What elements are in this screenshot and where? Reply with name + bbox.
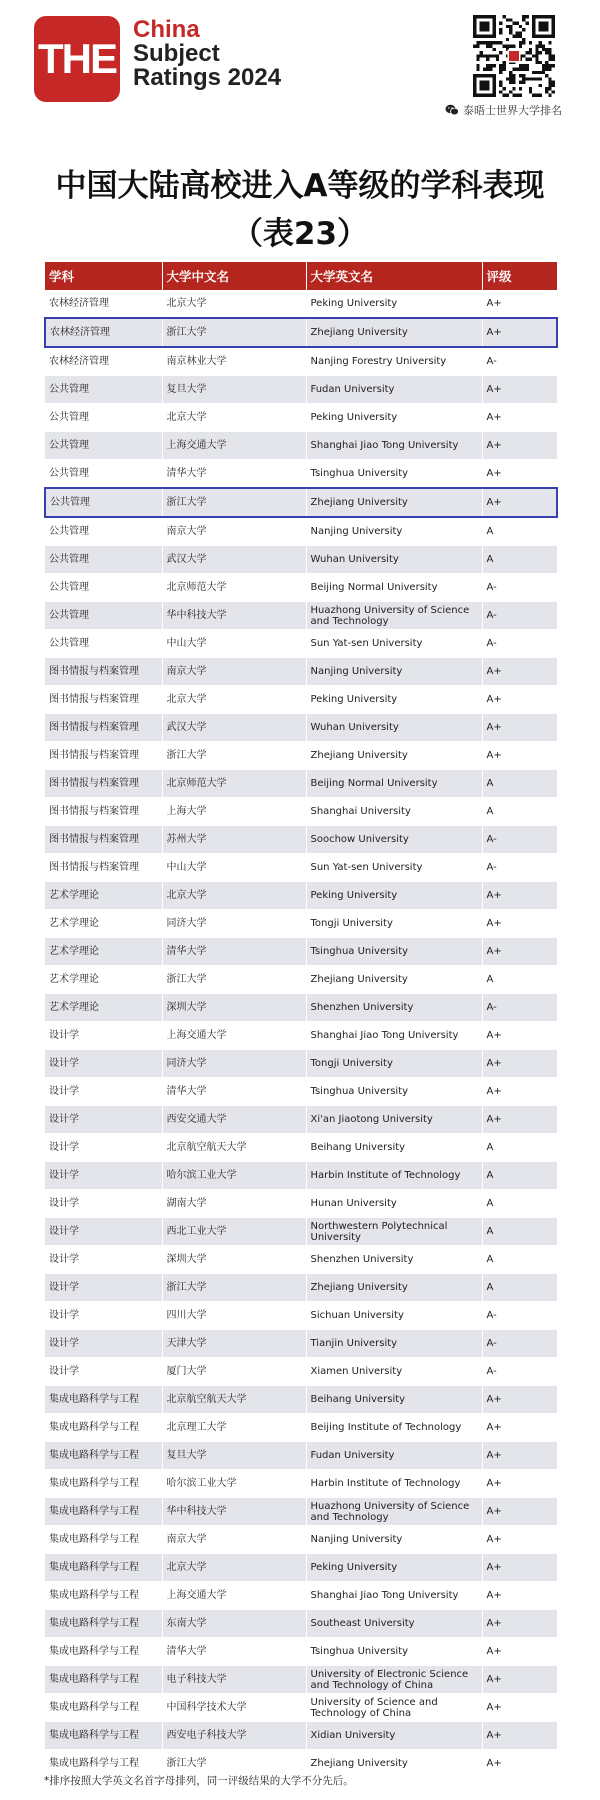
qr-caption (445, 102, 562, 118)
ratings-table (44, 262, 558, 1778)
subject-cell: 设计学 (45, 1050, 162, 1078)
table-row (45, 290, 557, 318)
en-name-cell: University of Electronic Science and Technology of China (306, 1666, 482, 1694)
grade-cell: A- (482, 1358, 557, 1386)
cn-name-cell: 浙江大学 (162, 742, 306, 770)
subject-cell: 艺术学理论 (45, 966, 162, 994)
en-name-cell: Huazhong University of Science and Technology (306, 602, 482, 630)
en-name-cell: Tongji University (306, 1050, 482, 1078)
table-row (45, 1050, 557, 1078)
cn-name-cell: 上海交通大学 (162, 1022, 306, 1050)
en-name-cell: Wuhan University (306, 714, 482, 742)
cn-name-cell: 同济大学 (162, 910, 306, 938)
table-row (45, 546, 557, 574)
en-name-cell: Beijing Normal University (306, 770, 482, 798)
table-row (45, 882, 557, 910)
en-name-cell: Tianjin University (306, 1330, 482, 1358)
grade-cell: A+ (482, 432, 557, 460)
en-name-cell: Sichuan University (306, 1302, 482, 1330)
cn-name-cell: 西北工业大学 (162, 1218, 306, 1246)
subject-cell: 艺术学理论 (45, 882, 162, 910)
table-row (45, 1554, 557, 1582)
grade-cell: A+ (482, 882, 557, 910)
en-name-cell: Xi'an Jiaotong University (306, 1106, 482, 1134)
table-row (45, 742, 557, 770)
grade-cell: A (482, 1190, 557, 1218)
cn-name-cell: 北京师范大学 (162, 574, 306, 602)
table-row (45, 602, 557, 630)
subject-cell: 公共管理 (45, 376, 162, 404)
header-cn-name: 大学中文名 (162, 262, 306, 290)
subject-cell: 设计学 (45, 1274, 162, 1302)
en-name-cell: Soochow University (306, 826, 482, 854)
subject-cell: 集成电路科学与工程 (45, 1610, 162, 1638)
en-name-cell: Tongji University (306, 910, 482, 938)
en-name-cell: Tsinghua University (306, 460, 482, 489)
cn-name-cell: 华中科技大学 (162, 602, 306, 630)
cn-name-cell: 西安电子科技大学 (162, 1722, 306, 1750)
cn-name-cell: 湖南大学 (162, 1190, 306, 1218)
grade-cell: A+ (482, 1638, 557, 1666)
subject-cell: 集成电路科学与工程 (45, 1554, 162, 1582)
cn-name-cell: 中山大学 (162, 630, 306, 658)
subject-cell: 公共管理 (45, 602, 162, 630)
subject-cell: 集成电路科学与工程 (45, 1750, 162, 1778)
subject-cell: 集成电路科学与工程 (45, 1498, 162, 1526)
en-name-cell: Zhejiang University (306, 742, 482, 770)
grade-cell: A- (482, 630, 557, 658)
cn-name-cell: 上海交通大学 (162, 432, 306, 460)
cn-name-cell: 北京大学 (162, 882, 306, 910)
qr-code-icon (473, 15, 555, 97)
subject-cell: 农林经济管理 (45, 347, 162, 376)
cn-name-cell: 上海交通大学 (162, 1582, 306, 1610)
cn-name-cell: 苏州大学 (162, 826, 306, 854)
grade-cell: A (482, 546, 557, 574)
en-name-cell: Huazhong University of Science and Technology (306, 1498, 482, 1526)
cn-name-cell: 哈尔滨工业大学 (162, 1162, 306, 1190)
grade-cell: A+ (482, 1750, 557, 1778)
en-name-cell: Tsinghua University (306, 938, 482, 966)
header-subject: 学科 (45, 262, 162, 290)
table-row (45, 1470, 557, 1498)
subject-cell: 公共管理 (45, 517, 162, 546)
table-row (45, 1106, 557, 1134)
grade-cell: A+ (482, 658, 557, 686)
cn-name-cell: 南京林业大学 (162, 347, 306, 376)
subject-cell: 图书情报与档案管理 (45, 798, 162, 826)
header-en-name: 大学英文名 (306, 262, 482, 290)
grade-cell: A (482, 1162, 557, 1190)
en-name-cell: Sun Yat-sen University (306, 630, 482, 658)
table-row (45, 1022, 557, 1050)
subject-cell: 图书情报与档案管理 (45, 742, 162, 770)
the-logo: THE (34, 16, 120, 102)
table-row (45, 1610, 557, 1638)
table-row (45, 1638, 557, 1666)
cn-name-cell: 浙江大学 (162, 1750, 306, 1778)
table-row (45, 318, 557, 347)
grade-cell: A+ (482, 686, 557, 714)
en-name-cell: Zhejiang University (306, 966, 482, 994)
subject-cell: 公共管理 (45, 546, 162, 574)
en-name-cell: Nanjing University (306, 517, 482, 546)
subject-cell: 图书情报与档案管理 (45, 658, 162, 686)
table-row (45, 910, 557, 938)
cn-name-cell: 东南大学 (162, 1610, 306, 1638)
cn-name-cell: 复旦大学 (162, 1442, 306, 1470)
table-row (45, 1358, 557, 1386)
grade-cell: A (482, 1274, 557, 1302)
table-row (45, 488, 557, 517)
subject-cell: 集成电路科学与工程 (45, 1386, 162, 1414)
en-name-cell: Zhejiang University (306, 318, 482, 347)
table-row (45, 714, 557, 742)
grade-cell: A+ (482, 488, 557, 517)
subject-cell: 设计学 (45, 1302, 162, 1330)
table-row (45, 404, 557, 432)
grade-cell: A+ (482, 714, 557, 742)
en-name-cell: Xiamen University (306, 1358, 482, 1386)
cn-name-cell: 四川大学 (162, 1302, 306, 1330)
table-row (45, 1218, 557, 1246)
en-name-cell: Southeast University (306, 1610, 482, 1638)
report-brand (133, 18, 281, 90)
en-name-cell: Sun Yat-sen University (306, 854, 482, 882)
brand-line-2: Subject (133, 40, 220, 67)
table-row (45, 1722, 557, 1750)
table-row (45, 376, 557, 404)
grade-cell: A+ (482, 290, 557, 318)
subject-cell: 公共管理 (45, 432, 162, 460)
cn-name-cell: 北京师范大学 (162, 770, 306, 798)
grade-cell: A (482, 1134, 557, 1162)
subject-cell: 公共管理 (45, 574, 162, 602)
subject-cell: 设计学 (45, 1330, 162, 1358)
subject-cell: 设计学 (45, 1134, 162, 1162)
subject-cell: 集成电路科学与工程 (45, 1414, 162, 1442)
grade-cell: A+ (482, 404, 557, 432)
cn-name-cell: 深圳大学 (162, 1246, 306, 1274)
en-name-cell: Peking University (306, 404, 482, 432)
subject-cell: 设计学 (45, 1078, 162, 1106)
cn-name-cell: 厦门大学 (162, 1358, 306, 1386)
grade-cell: A+ (482, 1078, 557, 1106)
en-name-cell: Nanjing University (306, 658, 482, 686)
grade-cell: A+ (482, 1666, 557, 1694)
grade-cell: A (482, 1218, 557, 1246)
cn-name-cell: 华中科技大学 (162, 1498, 306, 1526)
subject-cell: 集成电路科学与工程 (45, 1638, 162, 1666)
subject-cell: 集成电路科学与工程 (45, 1526, 162, 1554)
en-name-cell: Shanghai Jiao Tong University (306, 1582, 482, 1610)
cn-name-cell: 西安交通大学 (162, 1106, 306, 1134)
subject-cell: 公共管理 (45, 460, 162, 489)
cn-name-cell: 清华大学 (162, 938, 306, 966)
cn-name-cell: 北京航空航天大学 (162, 1134, 306, 1162)
subject-cell: 图书情报与档案管理 (45, 770, 162, 798)
footnote: *排序按照大学英文名首字母排列，同一评级结果的大学不分先后。 (44, 1775, 354, 1787)
en-name-cell: Harbin Institute of Technology (306, 1162, 482, 1190)
cn-name-cell: 天津大学 (162, 1330, 306, 1358)
grade-cell: A+ (482, 1386, 557, 1414)
grade-cell: A+ (482, 1050, 557, 1078)
subject-cell: 艺术学理论 (45, 910, 162, 938)
subject-cell: 集成电路科学与工程 (45, 1582, 162, 1610)
subject-cell: 图书情报与档案管理 (45, 686, 162, 714)
cn-name-cell: 中国科学技术大学 (162, 1694, 306, 1722)
subject-cell: 集成电路科学与工程 (45, 1470, 162, 1498)
grade-cell: A+ (482, 1470, 557, 1498)
subject-cell: 公共管理 (45, 488, 162, 517)
cn-name-cell: 电子科技大学 (162, 1666, 306, 1694)
table-row (45, 1190, 557, 1218)
table-row (45, 938, 557, 966)
table-row (45, 1246, 557, 1274)
title-line-2: （表23） (231, 216, 369, 252)
en-name-cell: Fudan University (306, 1442, 482, 1470)
cn-name-cell: 南京大学 (162, 517, 306, 546)
grade-cell: A- (482, 347, 557, 376)
table-row (45, 966, 557, 994)
cn-name-cell: 北京航空航天大学 (162, 1386, 306, 1414)
table-row (45, 994, 557, 1022)
grade-cell: A+ (482, 1526, 557, 1554)
subject-cell: 设计学 (45, 1022, 162, 1050)
table-row (45, 574, 557, 602)
table-row (45, 460, 557, 489)
subject-cell: 艺术学理论 (45, 938, 162, 966)
grade-cell: A- (482, 1302, 557, 1330)
en-name-cell: Peking University (306, 686, 482, 714)
cn-name-cell: 中山大学 (162, 854, 306, 882)
en-name-cell: Shanghai Jiao Tong University (306, 432, 482, 460)
table-row (45, 1526, 557, 1554)
table-row (45, 1498, 557, 1526)
cn-name-cell: 哈尔滨工业大学 (162, 1470, 306, 1498)
subject-cell: 设计学 (45, 1190, 162, 1218)
en-name-cell: Wuhan University (306, 546, 482, 574)
grade-cell: A+ (482, 910, 557, 938)
en-name-cell: Harbin Institute of Technology (306, 1470, 482, 1498)
en-name-cell: Beijing Institute of Technology (306, 1414, 482, 1442)
subject-cell: 农林经济管理 (45, 290, 162, 318)
grade-cell: A+ (482, 1106, 557, 1134)
cn-name-cell: 深圳大学 (162, 994, 306, 1022)
en-name-cell: Peking University (306, 290, 482, 318)
en-name-cell: Zhejiang University (306, 488, 482, 517)
grade-cell: A- (482, 994, 557, 1022)
grade-cell: A+ (482, 742, 557, 770)
subject-cell: 艺术学理论 (45, 994, 162, 1022)
subject-cell: 图书情报与档案管理 (45, 854, 162, 882)
subject-cell: 公共管理 (45, 630, 162, 658)
table-row (45, 1162, 557, 1190)
cn-name-cell: 北京大学 (162, 404, 306, 432)
en-name-cell: Peking University (306, 1554, 482, 1582)
table-row (45, 826, 557, 854)
header-grade: 评级 (482, 262, 557, 290)
subject-cell: 集成电路科学与工程 (45, 1442, 162, 1470)
cn-name-cell: 清华大学 (162, 460, 306, 489)
grade-cell: A (482, 770, 557, 798)
en-name-cell: Tsinghua University (306, 1638, 482, 1666)
table-row (45, 1134, 557, 1162)
cn-name-cell: 北京理工大学 (162, 1414, 306, 1442)
grade-cell: A- (482, 602, 557, 630)
grade-cell: A+ (482, 938, 557, 966)
cn-name-cell: 浙江大学 (162, 488, 306, 517)
grade-cell: A- (482, 574, 557, 602)
table-row (45, 1442, 557, 1470)
grade-cell: A (482, 517, 557, 546)
en-name-cell: Shanghai University (306, 798, 482, 826)
table-row (45, 1694, 557, 1722)
subject-cell: 设计学 (45, 1358, 162, 1386)
table-header-row (45, 262, 557, 290)
table-row (45, 1274, 557, 1302)
en-name-cell: Beihang University (306, 1134, 482, 1162)
en-name-cell: Tsinghua University (306, 1078, 482, 1106)
page-title (0, 162, 600, 258)
table-row (45, 517, 557, 546)
brand-line-1: China (133, 16, 200, 43)
grade-cell: A+ (482, 1694, 557, 1722)
subject-cell: 设计学 (45, 1246, 162, 1274)
subject-cell: 设计学 (45, 1162, 162, 1190)
table-row (45, 1582, 557, 1610)
table-row (45, 1386, 557, 1414)
en-name-cell: University of Science and Technology of China (306, 1694, 482, 1722)
cn-name-cell: 武汉大学 (162, 546, 306, 574)
cn-name-cell: 同济大学 (162, 1050, 306, 1078)
grade-cell: A+ (482, 1610, 557, 1638)
cn-name-cell: 复旦大学 (162, 376, 306, 404)
table-row (45, 1414, 557, 1442)
cn-name-cell: 北京大学 (162, 290, 306, 318)
table-row (45, 432, 557, 460)
en-name-cell: Beihang University (306, 1386, 482, 1414)
en-name-cell: Nanjing Forestry University (306, 347, 482, 376)
en-name-cell: Shenzhen University (306, 994, 482, 1022)
cn-name-cell: 武汉大学 (162, 714, 306, 742)
qr-caption-text: 泰晤士世界大学排名 (463, 104, 562, 117)
subject-cell: 农林经济管理 (45, 318, 162, 347)
grade-cell: A+ (482, 1414, 557, 1442)
cn-name-cell: 上海大学 (162, 798, 306, 826)
cn-name-cell: 清华大学 (162, 1078, 306, 1106)
subject-cell: 图书情报与档案管理 (45, 714, 162, 742)
en-name-cell: Xidian University (306, 1722, 482, 1750)
grade-cell: A (482, 798, 557, 826)
en-name-cell: Zhejiang University (306, 1274, 482, 1302)
grade-cell: A (482, 1246, 557, 1274)
cn-name-cell: 南京大学 (162, 658, 306, 686)
en-name-cell: Nanjing University (306, 1526, 482, 1554)
title-line-1: 中国大陆高校进入A等级的学科表现 (55, 168, 545, 204)
en-name-cell: Zhejiang University (306, 1750, 482, 1778)
grade-cell: A- (482, 1330, 557, 1358)
table-row (45, 1330, 557, 1358)
grade-cell: A- (482, 826, 557, 854)
cn-name-cell: 浙江大学 (162, 966, 306, 994)
grade-cell: A+ (482, 1022, 557, 1050)
subject-cell: 集成电路科学与工程 (45, 1694, 162, 1722)
cn-name-cell: 北京大学 (162, 1554, 306, 1582)
subject-cell: 公共管理 (45, 404, 162, 432)
subject-cell: 图书情报与档案管理 (45, 826, 162, 854)
table-row (45, 1078, 557, 1106)
table-row (45, 347, 557, 376)
table-row (45, 630, 557, 658)
en-name-cell: Hunan University (306, 1190, 482, 1218)
en-name-cell: Shenzhen University (306, 1246, 482, 1274)
subject-cell: 设计学 (45, 1106, 162, 1134)
table-row (45, 798, 557, 826)
en-name-cell: Peking University (306, 882, 482, 910)
grade-cell: A+ (482, 376, 557, 404)
header (0, 0, 600, 128)
table-row (45, 1666, 557, 1694)
subject-cell: 设计学 (45, 1218, 162, 1246)
en-name-cell: Beijing Normal University (306, 574, 482, 602)
grade-cell: A+ (482, 318, 557, 347)
en-name-cell: Fudan University (306, 376, 482, 404)
en-name-cell: Shanghai Jiao Tong University (306, 1022, 482, 1050)
table-row (45, 854, 557, 882)
grade-cell: A+ (482, 1442, 557, 1470)
cn-name-cell: 清华大学 (162, 1638, 306, 1666)
grade-cell: A+ (482, 1582, 557, 1610)
grade-cell: A (482, 966, 557, 994)
grade-cell: A+ (482, 1498, 557, 1526)
cn-name-cell: 浙江大学 (162, 1274, 306, 1302)
brand-line-3: Ratings 2024 (133, 64, 282, 91)
wechat-icon (445, 104, 459, 116)
en-name-cell: Northwestern Polytechnical University (306, 1218, 482, 1246)
grade-cell: A+ (482, 1554, 557, 1582)
grade-cell: A- (482, 854, 557, 882)
grade-cell: A+ (482, 1722, 557, 1750)
table-row (45, 686, 557, 714)
cn-name-cell: 南京大学 (162, 1526, 306, 1554)
cn-name-cell: 北京大学 (162, 686, 306, 714)
table-row (45, 1302, 557, 1330)
table-row (45, 658, 557, 686)
grade-cell: A+ (482, 460, 557, 489)
table-row (45, 770, 557, 798)
cn-name-cell: 浙江大学 (162, 318, 306, 347)
subject-cell: 集成电路科学与工程 (45, 1722, 162, 1750)
subject-cell: 集成电路科学与工程 (45, 1666, 162, 1694)
